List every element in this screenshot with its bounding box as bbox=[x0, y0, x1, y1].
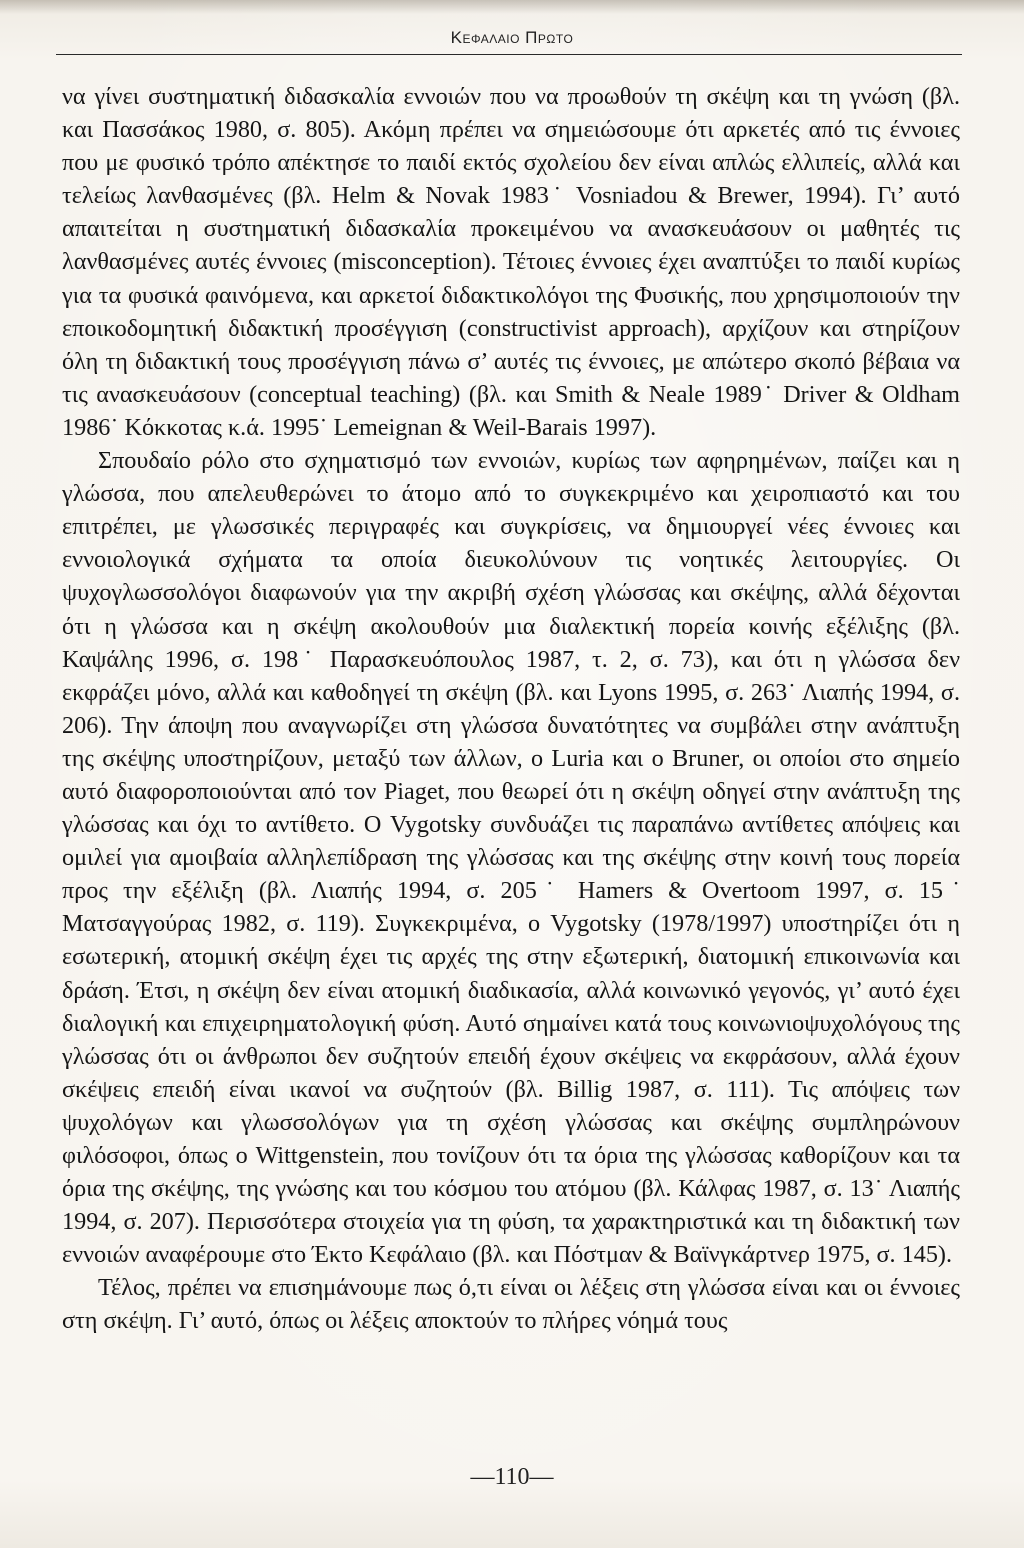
scan-edge-shadow bbox=[0, 0, 1024, 14]
page-number: —110— bbox=[470, 1464, 554, 1490]
paragraph-2: Σπουδαίο ρόλο στο σχηματισμό των εννοιών, κυρίως των αφηρημένων, παίζει και η γλώσσα, που απελευθερώνει το άτομο από το συγκεκριμένο και χειροπιαστό και του επιτρέπει, με γλωσσικές περιγραφές και συγκρίσεις, να δημιουργεί νέες έννοιες και εννοιολογικά σχήματα τα οποία διευκολύνουν τις νοητικές λειτουργίες. Οι ψυχογλωσσολόγοι διαφωνούν για την ακριβή σχέση γλώσσας και σκέψης, αλλά δέχονται ότι η γλώσσα και η σκέψη ακολουθούν μια διαλεκτική πορεία κοινής εξέλιξης (βλ. Καψάλης 1996, σ. 198˙ Παρασκευόπουλος 1987, τ. 2, σ. 73), και ότι η γλώσσα δεν εκφράζει μόνο, αλλά και καθοδηγεί τη σκέψη (βλ. και Lyons 1995, σ. 263˙ Λιαπής 1994, σ. 206). Την άποψη που αναγνωρίζει στη γλώσσα δυνατότητες να συμβάλει στην ανάπτυξη της σκέψης υποστηρίζουν, μεταξύ των άλλων, ο Luria και ο Bruner, οι οποίοι στο σημείο αυτό διαφοροποιούνται από τον Piaget, που θεωρεί ότι η σκέψη οδηγεί στην ανάπτυξη της γλώσσας και όχι το αντίθετο. Ο Vygotsky συνδυάζει τις παραπάνω αντίθετες απόψεις και ομιλεί για αμοιβαία αλληλεπίδραση της γλώσσας και της σκέψης στην κοινή τους πορεία προς την εξέλιξη (βλ. Λιαπής 1994, σ. 205˙ Hamers & Overtoom 1997, σ. 15˙ Ματσαγγούρας 1982, σ. 119). Συγκεκριμένα, ο Vygotsky (1978/1997) υποστηρίζει ότι η εσωτερική, ατομική σκέψη έχει τις αρχές της στην εξωτερική, διατομική επικοινωνία και δράση. Έτσι, η σκέψη δεν είναι ατομική διαδικασία, αλλά κοινωνικό γεγονός, γι’ αυτό έχει διαλογική και επιχειρηματολογική φύση. Αυτό σημαίνει κατά τους κοινωνιοψυχολόγους της γλώσσας ότι οι άνθρωποι δεν συζητούν επειδή έχουν σκέψεις να εκφράσουν, αλλά έχουν σκέψεις επειδή είναι ικανοί να συζητούν (βλ. Billig 1987, σ. 111). Τις απόψεις των ψυχολόγων και γλωσσολόγων για τη σχέση γλώσσας και σκέψης συμπληρώνουν φιλόσοφοι, όπως ο Wittgenstein, που τονίζουν ότι τα όρια της γλώσσας καθορίζουν και τα όρια της σκέψης, της γνώσης και του κόσμου του ατόμου (βλ. Κάλφας 1987, σ. 13˙ Λιαπής 1994, σ. 207). Περισσότερα στοιχεία για τη φύση, τα χαρακτηριστικά και τη διδακτική των εννοιών αναφέρουμε στο Έκτο Κεφάλαιο (βλ. και Πόστμαν & Βαϊνγκάρτνερ 1975, σ. 145). bbox=[62, 447, 960, 1269]
header-rule bbox=[56, 54, 962, 55]
paragraph-1: να γίνει συστηματική διδασκαλία εννοιών που να προωθούν τη σκέψη και τη γνώση (βλ. και Πασσάκος 1980, σ. 805). Ακόμη πρέπει να σημειώσουμε ότι αρκετές από τις έννοιες που με φυσικό τρόπο απέκτησε το παιδί εκτός σχολείου δεν είναι απλώς ελλιπείς, αλλά και τελείως λανθασμένες (βλ. Helm & Novak 1983˙ Vosniadou & Brewer, 1994). Γι’ αυτό απαιτείται η συστηματική διδασκαλία προκειμένου να ανασκευάσουν οι μαθητές τις λανθασμένες αυτές έννοιες (misconception). Τέτοιες έννοιες έχει αναπτύξει το παιδί κυρίως για τα φυσικά φαινόμενα, και αρκετοί διδακτικολόγοι της Φυσικής, που χρησιμοποιούν την εποικοδομητική διδακτική προσέγγιση (constructivist approach), αρχίζουν και στηρίζουν όλη τη διδακτική τους προσέγγιση πάνω σ’ αυτές τις έννοιες, με απώτερο σκοπό βέβαια να τις ανασκευάσουν (conceptual teaching) (βλ. και Smith & Neale 1989˙ Driver & Oldham 1986˙ Κόκκοτας κ.ά. 1995˙ Lemeignan & Weil-Barais 1997). bbox=[62, 83, 960, 441]
paragraph-3: Τέλος, πρέπει να επισημάνουμε πως ό,τι είναι οι λέξεις στη γλώσσα είναι και οι έννοιες στη σκέψη. Γι’ αυτό, όπως οι λέξεις αποκτούν το πλήρες νόημά τους bbox=[62, 1274, 960, 1335]
running-header: Κεφαλαιο Πρωτο bbox=[450, 28, 574, 47]
body-text bbox=[62, 80, 960, 1338]
